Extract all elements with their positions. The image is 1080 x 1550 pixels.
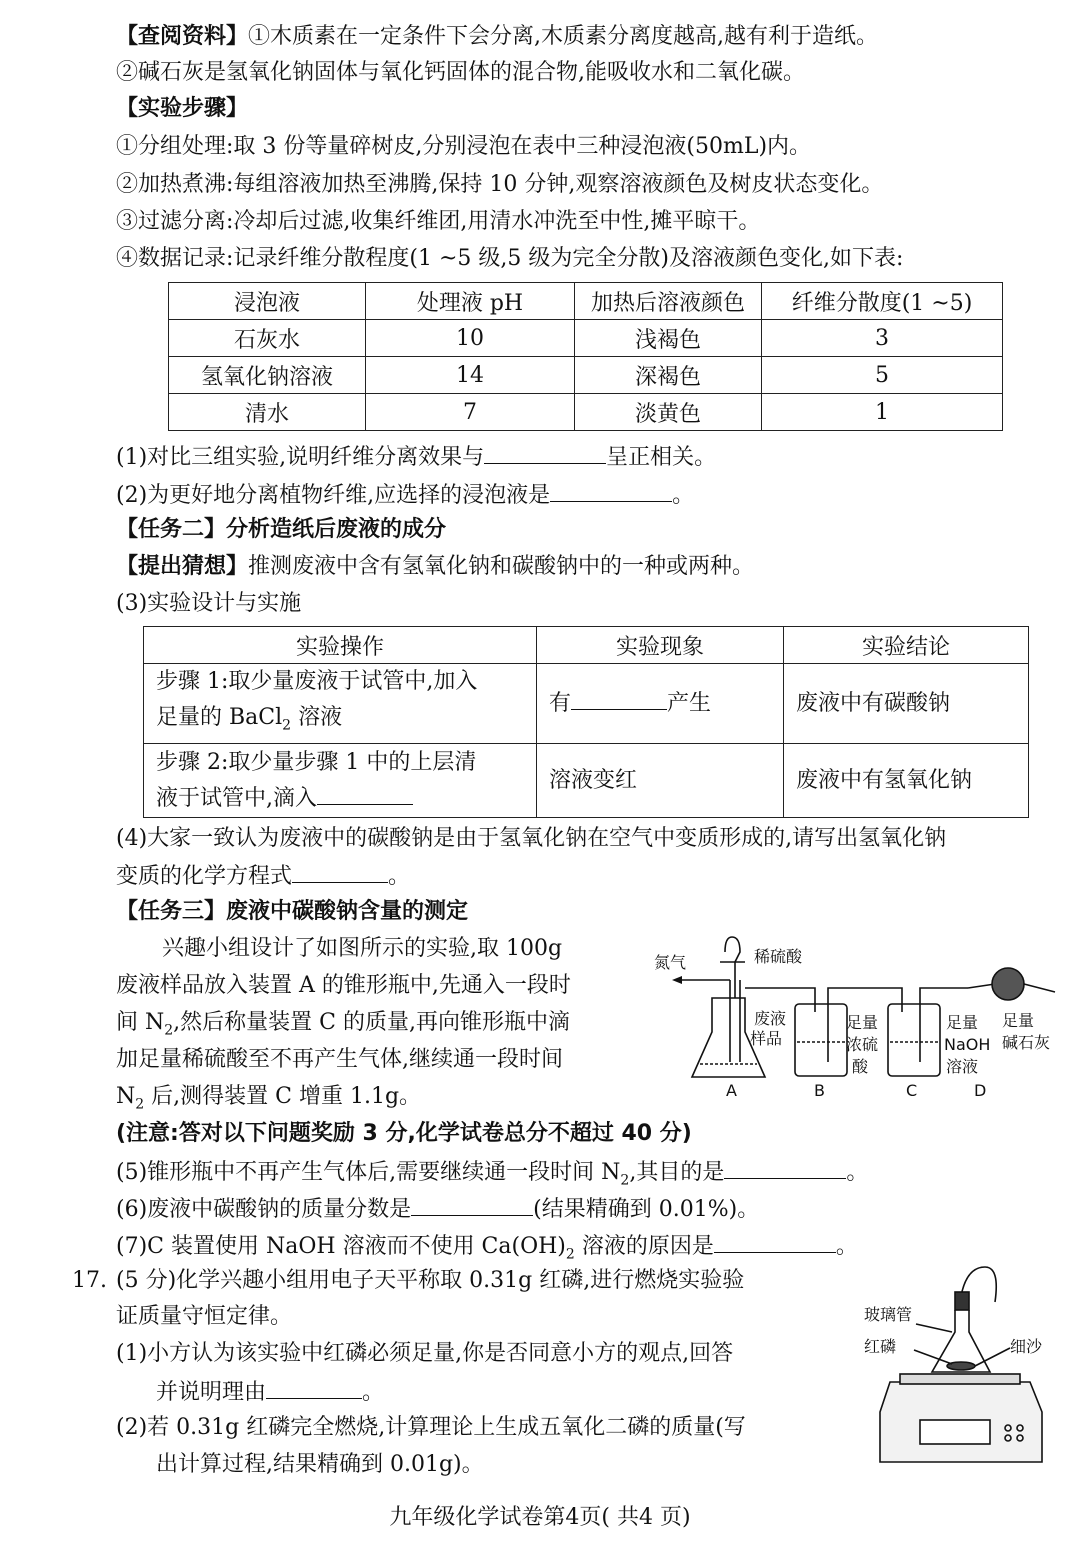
answer-blank[interactable]: [714, 1230, 836, 1253]
soda-lime-bulb: [992, 968, 1024, 1000]
answer-blank[interactable]: [317, 782, 413, 805]
table-header: 处理液 pH: [366, 283, 575, 320]
question-17-number: 17.: [72, 1268, 107, 1293]
label-d: D: [974, 1081, 987, 1100]
table-cell: 浅褐色: [575, 320, 762, 357]
table-cell: 10: [366, 320, 575, 357]
question-17-sub-1a: (1)小方认为该实验中红磷必须足量,你是否同意小方的观点,回答: [116, 1341, 734, 1366]
balance-pan: [900, 1374, 1020, 1384]
label-d1: 足量: [1002, 1011, 1035, 1030]
table-cell: 有 产生: [537, 664, 784, 744]
table-cell: 氢氧化钠溶液: [169, 357, 366, 394]
label-phosphorus: 红磷: [864, 1337, 897, 1356]
task3-heading: 【任务三】废液中碳酸钠含量的测定: [116, 899, 469, 924]
step-4: ④数据记录:记录纤维分散程度(1 ~5 级,5 级为完全分散)及溶液颜色变化,如下表:: [116, 246, 904, 271]
task3-para-3: 间 $N_2$,然后称量装置 C 的质量,再向锥形瓶中滴: [116, 1010, 570, 1039]
hypothesis-line: 【提出猜想】推测废液中含有氢氧化钠和碳酸钠中的一种或两种。: [116, 554, 755, 579]
table-cell: 步骤 2:取少量步骤 1 中的上层清 液于试管中,滴入: [144, 744, 537, 818]
question-17-sub-2a: (2)若 0.31g 红磷完全燃烧,计算理论上生成五氧化二磷的质量(写: [116, 1415, 746, 1440]
table-cell: 石灰水: [169, 320, 366, 357]
table-cell: 14: [366, 357, 575, 394]
table-header: 纤维分散度(1 ~5): [762, 283, 1003, 320]
question-7: (7)C 装置使用 NaOH 溶液而不使用 $Ca(OH)_2$ 溶液的原因是 。: [116, 1230, 858, 1269]
bottle-c: [888, 1004, 940, 1076]
drying-tube: [968, 984, 995, 988]
label-b1: 足量: [846, 1013, 879, 1032]
label-a: A: [726, 1081, 737, 1100]
answer-blank[interactable]: [292, 860, 388, 883]
reference-line-1: 【查阅资料】①木质素在一定条件下会分离,木质素分离度越高,越有利于造纸。: [116, 24, 879, 49]
question-4-line-1: (4)大家一致认为废液中的碳酸钠是由于氢氧化钠在空气中变质形成的,请写出氢氧化钠: [116, 826, 947, 851]
label-b2: 浓硫: [846, 1035, 879, 1054]
label-b: B: [814, 1081, 825, 1100]
task3-para-5: $N_2$ 后,测得装置 C 增重 1.1g。: [116, 1084, 422, 1113]
label-nitrogen: 氮气: [654, 953, 687, 972]
dropping-funnel: [725, 937, 740, 998]
question-17-line-1: (5 分)化学兴趣小组用电子天平称取 0.31g 红磷,进行燃烧实验验: [116, 1268, 745, 1293]
label-waste: 废液: [754, 1009, 787, 1028]
balance-diagram: [860, 1262, 1060, 1492]
label-d2: 碱石灰: [1002, 1033, 1051, 1052]
table-cell: 深褐色: [575, 357, 762, 394]
bottle-b: [795, 1004, 847, 1076]
task3-para-4: 加足量稀硫酸至不再产生气体,继续通一段时间: [116, 1047, 563, 1072]
label-b3: 酸: [852, 1057, 869, 1076]
step-1: ①分组处理:取 3 份等量碎树皮,分别浸泡在表中三种浸泡液(50mL)内。: [116, 134, 812, 159]
question-2: (2)为更好地分离植物纤维,应选择的浸泡液是 。: [116, 479, 694, 511]
table-header: 实验操作: [144, 627, 537, 664]
table-cell: 废液中有碳酸钠: [784, 664, 1029, 744]
table-cell: 7: [366, 394, 575, 431]
apparatus-diagram: [650, 932, 1060, 1102]
table-header: 浸泡液: [169, 283, 366, 320]
bonus-note: (注意:答对以下问题奖励 3 分,化学试卷总分不超过 40 分): [116, 1121, 692, 1146]
reference-line-2: ②碱石灰是氢氧化钠固体与氧化钙固体的混合物,能吸收水和二氧化碳。: [116, 60, 805, 85]
question-17-sub-2b: 出计算过程,结果精确到 0.01g)。: [156, 1452, 484, 1477]
table-header: 实验结论: [784, 627, 1029, 664]
answer-blank[interactable]: [550, 479, 672, 502]
gas-arrow-icon: [672, 976, 682, 984]
label-c2: NaOH: [944, 1035, 991, 1054]
stopper: [955, 1292, 969, 1310]
table-header: 加热后溶液颜色: [575, 283, 762, 320]
question-5: (5)锥形瓶中不再产生气体后,需要继续通一段时间 $N_2$,其目的是 。: [116, 1156, 868, 1195]
question-1: (1)对比三组实验,说明纤维分离效果与 呈正相关。: [116, 441, 716, 473]
label-sand: 细沙: [1010, 1337, 1043, 1356]
question-3: (3)实验设计与实施: [116, 591, 302, 616]
table-cell: 步骤 1:取少量废液于试管中,加入 足量的 BaCl$_2$ 溶液: [144, 664, 537, 744]
label-glass-tube: 玻璃管: [864, 1305, 913, 1324]
label-sample: 样品: [750, 1029, 783, 1048]
table-cell: 1: [762, 394, 1003, 431]
label-c: C: [906, 1081, 918, 1100]
question-17-line-2: 证质量守恒定律。: [116, 1304, 293, 1329]
question-4-line-2: 变质的化学方程式 。: [116, 860, 410, 892]
step-2: ②加热煮沸:每组溶液加热至沸腾,保持 10 分钟,观察溶液颜色及树皮状态变化。: [116, 172, 884, 197]
task2-heading: 【任务二】分析造纸后废液的成分: [116, 517, 447, 542]
label-acid: 稀硫酸: [754, 947, 803, 966]
answer-blank[interactable]: [411, 1193, 533, 1216]
question-17-sub-1b: 并说明理由 。: [156, 1376, 384, 1408]
answer-blank[interactable]: [484, 441, 606, 464]
steps-heading: 【实验步骤】: [116, 96, 249, 121]
answer-blank[interactable]: [266, 1376, 362, 1399]
experiment-table: [143, 626, 1029, 818]
question-6: (6)废液中碳酸钠的质量分数是 (结果精确到 0.01%)。: [116, 1193, 759, 1225]
page-footer: 九年级化学试卷第4页( 共4 页): [389, 1505, 691, 1530]
task3-para-1: 兴趣小组设计了如图所示的实验,取 100g: [162, 936, 563, 961]
step-3: ③过滤分离:冷却后过滤,收集纤维团,用清水冲洗至中性,摊平晾干。: [116, 209, 761, 234]
table-cell: 3: [762, 320, 1003, 357]
table-cell: 5: [762, 357, 1003, 394]
balance-display: [920, 1420, 990, 1444]
table-header: 实验现象: [537, 627, 784, 664]
label-c3: 溶液: [946, 1057, 979, 1076]
answer-blank[interactable]: [571, 687, 667, 710]
table-cell: 淡黄色: [575, 394, 762, 431]
answer-blank[interactable]: [724, 1156, 846, 1179]
label-c1: 足量: [946, 1013, 979, 1032]
table-cell: 溶液变红: [537, 744, 784, 818]
table-cell: 废液中有氢氧化钠: [784, 744, 1029, 818]
table-cell: 清水: [169, 394, 366, 431]
task3-para-2: 废液样品放入装置 A 的锥形瓶中,先通入一段时: [116, 973, 571, 998]
fiber-table: [168, 282, 1003, 431]
